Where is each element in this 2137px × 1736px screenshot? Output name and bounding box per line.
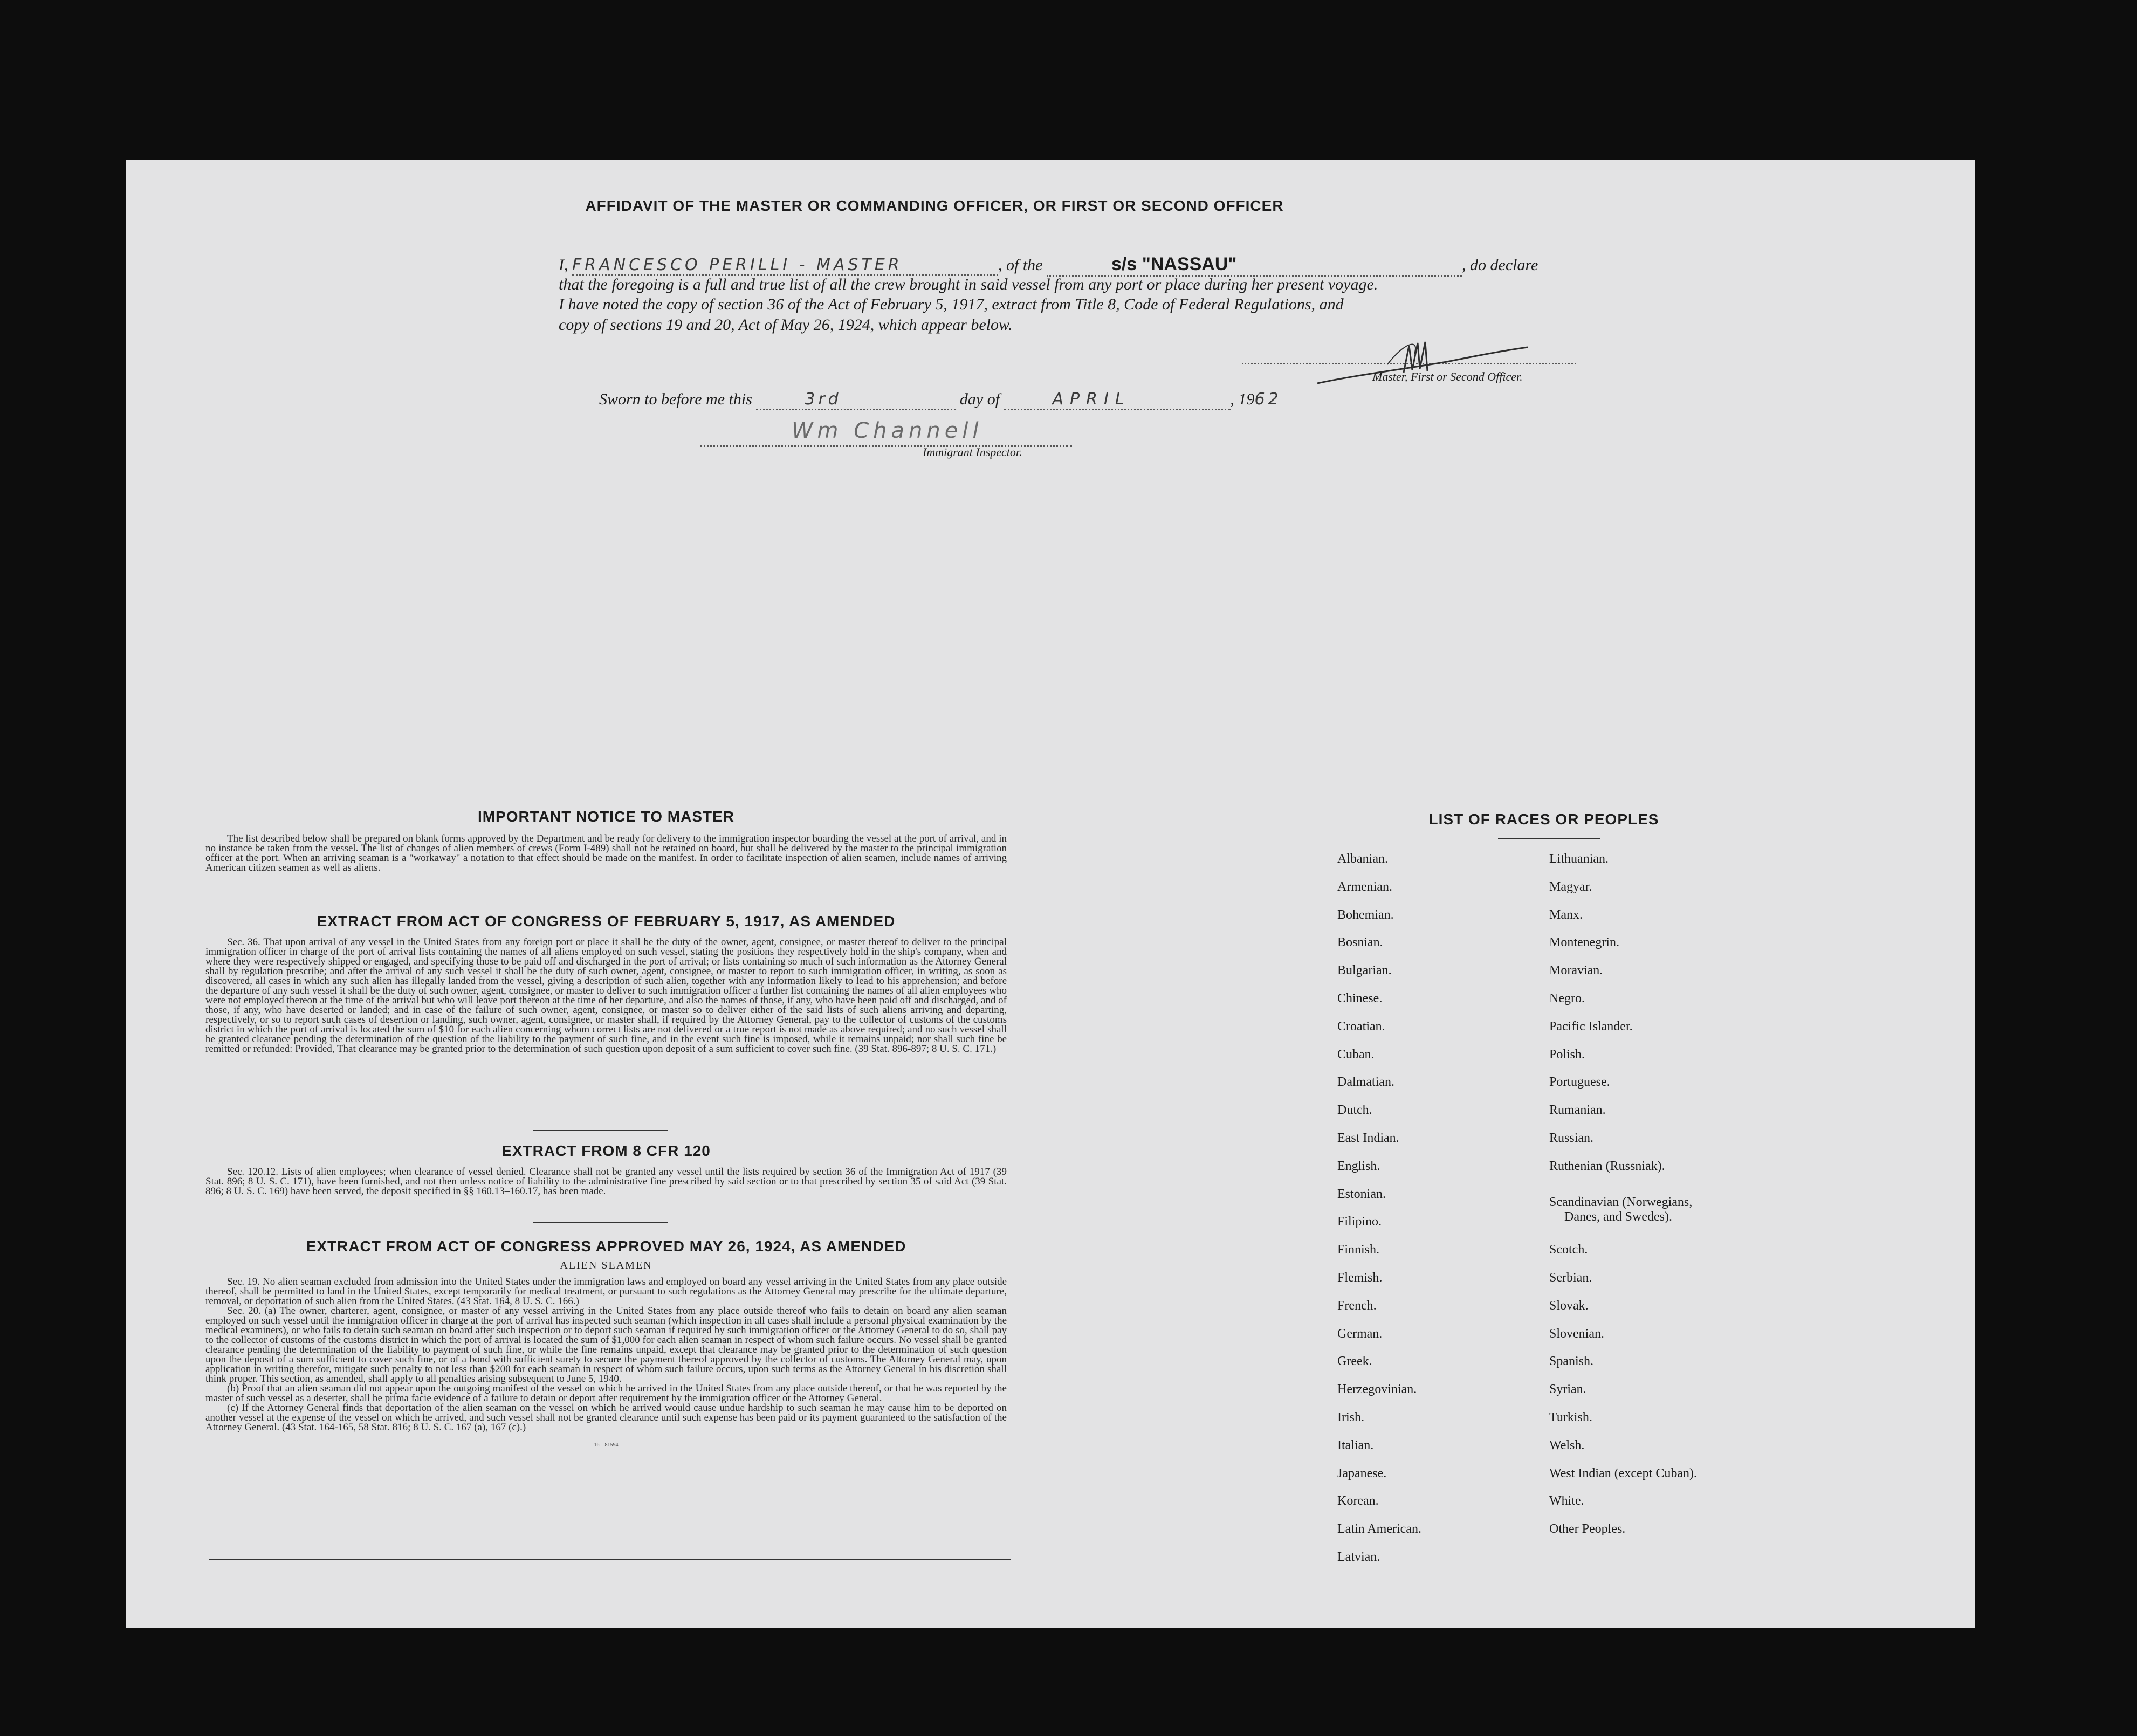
race-item: Latvian.	[1337, 1550, 1380, 1564]
divider	[533, 1222, 668, 1223]
extract-1924-title: EXTRACT FROM ACT OF CONGRESS APPROVED MAY 26, 1924, AS AMENDED	[306, 1238, 906, 1255]
extract-cfr-text: Sec. 120.12. Lists of alien employees; when clearance of vessel denied. Clearance shall not be granted any vessel until the lists required by section 36 of the Immigration Act of 1917 (39 Stat. 896; 8 U. S. C. 171), have been furnished, and not then unless notice of liability to the administrative fine prescribed by said section or to that prescribed by section 35 of said Act (39 Stat. 896; 8 U. S. C. 169) have been served, the deposit specified in §§ 160.13–160.17, has been made.	[205, 1166, 1007, 1197]
year-prefix: , 19	[1230, 390, 1255, 408]
extract-1917-section	[205, 913, 1007, 1054]
bottom-rule	[209, 1559, 1011, 1560]
race-item: Bohemian.	[1337, 908, 1394, 922]
race-item: Croatian.	[1337, 1019, 1385, 1034]
race-item: Russian.	[1549, 1131, 1594, 1145]
notice-section	[205, 808, 1007, 873]
sec20a-text: Sec. 20. (a) The owner, charterer, agent, consignee, or master of any vessel arriving in the United States from any place outside thereof who fails to detain on board any alien seaman employed on such vessel until the immigration officer in charge at the port of arrival has inspected such seaman (which inspection in all cases shall include a personal physical examination by the medical examiners), or who fails to detain such seaman on board after such inspection or to deport such seaman if required by such immigration officer or the Attorney General to do so, shall pay to the collector of customs of the customs district in which the port of arrival is located the sum of $1,000 for each alien seaman in respect of whom such failure occurs. No vessel shall be granted clearance pending the determination of the liability to payment of such fine, or while the fine remains unpaid, except that clearance may be granted prior to the determination of such question upon the deposit of a sum sufficient to cover such fine, or of a bond with sufficient surety to secure the payment thereof approved by the collector of customs. The Attorney General may, upon application in writing therefor, mitigate such penalty to not less than $200 for each seaman in respect of whom such failure occurs, upon such terms as the Attorney General in his discretion shall think proper. This section, as amended, shall apply to all penalties arising subsequent to June 5, 1940.	[205, 1305, 1007, 1384]
officer-name-field: FRANCESCO PERILLI - MASTER	[572, 256, 998, 276]
race-item: Italian.	[1337, 1438, 1374, 1452]
extract-1924-section	[205, 1238, 1007, 1448]
race-item: Flemish.	[1337, 1271, 1383, 1285]
race-item: Korean.	[1337, 1494, 1379, 1508]
race-item: Welsh.	[1549, 1438, 1585, 1452]
race-item: Bosnian.	[1337, 935, 1383, 949]
affidavit-line-3: I have noted the copy of section 36 of the Act of February 5, 1917, extract from Title 8, Code of Federal Regulations, and	[559, 295, 1344, 313]
race-item: Filipino.	[1337, 1215, 1382, 1229]
inspector-signature-field	[700, 418, 1072, 447]
race-item: Estonian.	[1337, 1187, 1386, 1201]
race-item: French.	[1337, 1299, 1377, 1313]
sec19-text: Sec. 19. No alien seaman excluded from admission into the United States under the immigration laws and employed on board any vessel arriving in the United States from any place outside thereof, shall be permitted to land in the United States, except temporarily for medical treatment, or pursuant to such regulations as the Attorney General may prescribe for the ultimate departure, removal, or deportation of such alien from the United States. (43 Stat. 164, 8 U. S. C. 166.)	[205, 1276, 1007, 1307]
extract-1917-text: Sec. 36. That upon arrival of any vessel in the United States from any foreign port or place it shall be the duty of the owner, agent, consignee, or master thereof to deliver to the principal immigration officer in charge of the port of arrival lists containing the names of all aliens employed on such vessel, stating the positions they respectively hold in the ship's company, when and where they were respectively shipped or engaged, and specifying those to be paid off and discharged in the port of arrival; or lists containing so much of such information as the Attorney General shall by regulation prescribe; and after the arrival of any such vessel it shall be the duty of such owner, agent, consignee, or master to report to such immigration officer, in writing, as soon as discovered, all cases in which any such alien has illegally landed from the vessel, giving a description of such alien, together with any information likely to lead to his apprehension; and before the departure of any such vessel it shall be the duty of such owner, agent, consignee, or master to deliver to such immigration officer a further list containing the names of all alien employees who were not employed thereon at the time of the arrival but who will leave port thereon at the time of her departure, and also the names of those, if any, who have been paid off and discharged, and of those, if any, who have deserted or landed; and in case of the failure of such owner, agent, consignee, or master so to deliver either of the said lists of such aliens arriving and departing, respectively, or so to report such cases of desertion or landing, such owner, agent, consignee, or master shall, if required by the Attorney General, pay to the collector of customs of the customs district in which the port of arrival is located the sum of $10 for each alien concerning whom correct lists are not delivered or a true report is not made as above required; and no such vessel shall be granted clearance pending the determination of the question of the liability to the payment of such fine, and in the event such fine is imposed, while it remains unpaid; nor shall such fine be remitted or refunded: Provided, That clearance may be granted prior to the determination of such question upon deposit of a sum sufficient to cover such fine. (39 Stat. 896-897; 8 U. S. C. 171.)	[205, 936, 1007, 1055]
race-item: Lithuanian.	[1549, 852, 1609, 866]
race-item: West Indian (except Cuban).	[1549, 1466, 1697, 1480]
year-suffix: 62	[1254, 390, 1282, 409]
race-item: Ruthenian (Russniak).	[1549, 1159, 1665, 1173]
sworn-day-field: 3rd	[756, 390, 956, 410]
inspector-caption: Immigrant Inspector.	[923, 445, 1022, 459]
race-item: Serbian.	[1549, 1271, 1592, 1285]
race-item: Slovenian.	[1549, 1327, 1604, 1341]
race-item: Montenegrin.	[1549, 935, 1619, 949]
race-item: East Indian.	[1337, 1131, 1399, 1145]
race-item: Irish.	[1337, 1410, 1364, 1424]
notice-title: IMPORTANT NOTICE TO MASTER	[477, 808, 735, 825]
race-item: Magyar.	[1549, 880, 1592, 894]
race-item: Dutch.	[1337, 1103, 1372, 1117]
extract-1917-title: EXTRACT FROM ACT OF CONGRESS OF FEBRUARY 5, 1917, AS AMENDED	[317, 913, 896, 929]
day-of-label: day of	[959, 390, 1000, 408]
race-item: Spanish.	[1549, 1354, 1594, 1368]
sworn-month-field: APRIL	[1004, 390, 1231, 410]
vessel-name-field	[1047, 254, 1462, 277]
race-item: Armenian.	[1337, 880, 1392, 894]
signature-caption: Master, First or Second Officer.	[1372, 370, 1523, 383]
race-item: Cuban.	[1337, 1048, 1375, 1062]
extract-1924-subtitle: ALIEN SEAMEN	[560, 1259, 652, 1271]
race-item: Pacific Islander.	[1549, 1019, 1633, 1034]
form-code: 16—81594	[594, 1442, 619, 1448]
sworn-label: Sworn to before me this	[599, 390, 752, 408]
document-sheet	[126, 160, 1975, 1628]
inspector-signature: Wm Channell	[792, 418, 983, 443]
race-item: Turkish.	[1549, 1410, 1592, 1424]
race-item: Greek.	[1337, 1354, 1372, 1368]
affidavit-title: AFFIDAVIT OF THE MASTER OR COMMANDING OFFICER, OR FIRST OR SECOND OFFICER	[585, 197, 1284, 214]
race-item: Syrian.	[1549, 1382, 1586, 1396]
race-item: Scotch.	[1549, 1243, 1588, 1257]
race-item: White.	[1549, 1494, 1584, 1508]
extract-cfr-title: EXTRACT FROM 8 CFR 120	[501, 1142, 711, 1159]
race-item: Finnish.	[1337, 1243, 1380, 1257]
race-item: Scandinavian (Norwegians,	[1549, 1195, 1693, 1209]
race-item: Negro.	[1549, 991, 1585, 1005]
race-item: Bulgarian.	[1337, 963, 1392, 977]
vessel-name: s/s "NASSAU"	[1111, 254, 1237, 274]
affidavit-declaration	[559, 254, 1718, 277]
race-item: Dalmatian.	[1337, 1075, 1394, 1089]
race-item: Albanian.	[1337, 852, 1388, 866]
sworn-line	[599, 390, 1516, 410]
race-item: Danes, and Swedes).	[1564, 1210, 1672, 1224]
affidavit-line-2: that the foregoing is a full and true list of all the crew brought in said vessel from any port or place during her present voyage.	[559, 275, 1378, 293]
declare-text: , do declare	[1462, 256, 1538, 274]
race-item: Other Peoples.	[1549, 1522, 1626, 1536]
race-item: Slovak.	[1549, 1299, 1589, 1313]
extract-cfr-section	[205, 1142, 1007, 1196]
affidavit-line-4: copy of sections 19 and 20, Act of May 26, 1924, which appear below.	[559, 316, 1013, 334]
race-item: German.	[1337, 1327, 1383, 1341]
prefix-text: I,	[559, 256, 568, 274]
of-the-text: , of the	[998, 256, 1043, 274]
race-item: Japanese.	[1337, 1466, 1387, 1480]
race-item: Portuguese.	[1549, 1075, 1610, 1089]
race-item: Rumanian.	[1549, 1103, 1606, 1117]
races-title: LIST OF RACES OR PEOPLES	[1428, 811, 1659, 828]
race-item: Manx.	[1549, 908, 1583, 922]
race-item: Polish.	[1549, 1048, 1585, 1062]
race-item: Chinese.	[1337, 991, 1383, 1005]
divider	[533, 1130, 668, 1131]
notice-text: The list described below shall be prepared on blank forms approved by the Department and be ready for delivery to the immigration inspector boarding the vessel at the port of arrival, and in no instance be taken from the vessel. The list of changes of alien members of crews (Form I-489) shall not be retained on board, but shall be delivered by the master to the principal immigration officer at the port. When an arriving seaman is a "workaway" a notation to that effect should be made on the manifest. In order to facilitate inspection of alien seamen, include names of arriving American citizen seamen as well as aliens.	[205, 833, 1007, 873]
sec20b-text: (b) Proof that an alien seaman did not appear upon the outgoing manifest of the vessel on which he arrived in the United States from any place outside thereof, or that he was reported by the master of such vessel as a deserter, shall be prima facie evidence of a failure to detain or deport after requirement by the immigration officer or the Attorney General.	[205, 1383, 1007, 1404]
races-title-rule	[1498, 838, 1600, 839]
race-item: Latin American.	[1337, 1522, 1421, 1536]
race-item: Moravian.	[1549, 963, 1603, 977]
sec20c-text: (c) If the Attorney General finds that deportation of the alien seaman on the vessel on which he arrived would cause undue hardship to such seaman he may cause him to be deported on another vessel at the expense of the vessel on which he arrived, and such vessel shall not be granted clearance until such expense has been paid or its payment guaranteed to the satisfaction of the Attorney General. (43 Stat. 164-165, 58 Stat. 816; 8 U. S. C. 167 (a), 167 (c).)	[205, 1402, 1007, 1433]
race-item: English.	[1337, 1159, 1380, 1173]
race-item: Herzegovinian.	[1337, 1382, 1417, 1396]
